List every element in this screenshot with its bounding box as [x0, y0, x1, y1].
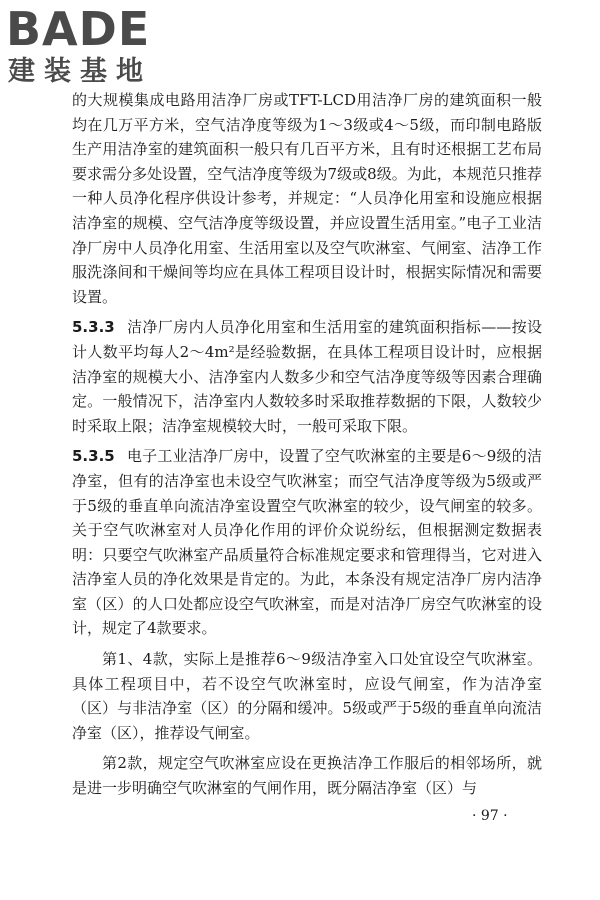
paragraph-text: 电子工业洁净厂房中，设置了空气吹淋室的主要是6～9级的洁净室，但有的洁净室也未设空气吹淋室；而空气洁净度等级为5级或严于5级的垂直单向流洁净室设置空气吹淋室的较少，设气闸室的较多。关于空气吹淋室对人员净化作用的评价众说纷纭，但根据测定数据表明：只要空气吹淋室产品质量符合标准规定要求和管理得当，它对进入洁净室人员的净化效果是肯定的。为此，本条没有规定洁净厂房内洁净室（区）的人口处都应设空气吹淋室，而是对洁净厂房空气吹淋室的设计，规定了4款要求。 [72, 447, 542, 638]
section-number: 5.3.5 [72, 447, 115, 466]
paragraph-text: 洁净厂房内人员净化用室和生活用室的建筑面积指标——按设计人数平均每人2～4m²是经验数据，在具体工程项目设计时，应根据洁净室的规模大小、洁净室内人数多少和空气洁净度等级等因素合理确定。一般情况下，洁净室内人数较多时采取推荐数据的下限，人数较少时采取上限；洁净室规模较大时，一般可采取下限。 [72, 318, 542, 435]
paragraph-item-2 [72, 751, 542, 800]
logo-latin-text: BADE [6, 2, 151, 56]
clause-5-3-3 [72, 315, 542, 438]
paragraph-text: 第2款，规定空气吹淋室应设在更换洁净工作服后的相邻场所，就是进一步明确空气吹淋室的气闸作用，既分隔洁净室（区）与 [72, 754, 542, 798]
section-number: 5.3.3 [72, 318, 115, 337]
paragraph-items-1-4 [72, 647, 542, 745]
page-number: · 97 · [472, 808, 508, 824]
paragraph-text: 第1、4款，实际上是推荐6～9级洁净室入口处宜设空气吹淋室。具体工程项目中，若不设空气吹淋室时，应设气闸室，作为洁净室（区）与非洁净室（区）的分隔和缓冲。5级或严于5级的垂直单向流洁净室（区），推荐设气闸室。 [72, 650, 542, 742]
clause-5-3-5 [72, 444, 542, 641]
paragraph-continuation [72, 88, 542, 309]
logo-chinese-text: 建装基地 [8, 56, 152, 87]
paragraph-text: 的大规模集成电路用洁净厂房或TFT-LCD用洁净厂房的建筑面积一般均在几万平方米，空气洁净度等级为1～3级或4～5级，而印制电路版生产用洁净室的建筑面积一般只有几百平方米，且有时还根据工艺布局要求需分多处设置，空气洁净度等级为7级或8级。为此，本规范只推荐一种人员净化程序供设计参考，并规定：“人员净化用室和设施应根据洁净室的规模、空气洁净度等级设置，并应设置生活用室。”电子工业洁净厂房中人员净化用室、生活用室以及空气吹淋室、气闸室、洁净工作服洗涤间和干燥间等均应在具体工程项目设计时，根据实际情况和需要设置。 [72, 91, 542, 306]
document-body [72, 88, 542, 801]
bade-logo [6, 4, 186, 90]
